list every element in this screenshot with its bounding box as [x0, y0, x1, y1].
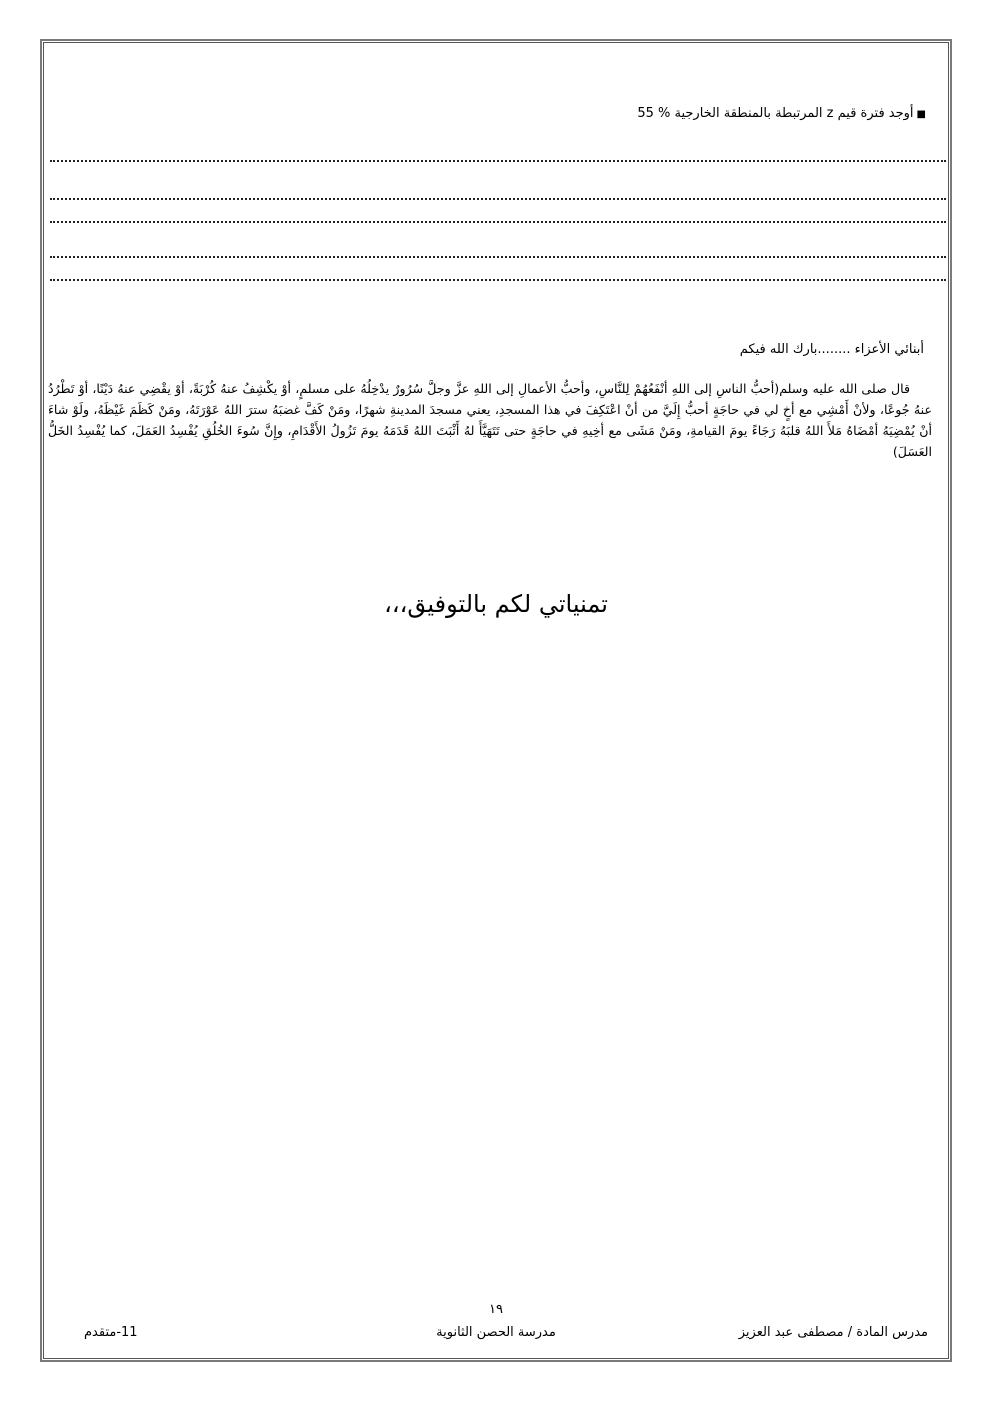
answer-line-3	[50, 221, 946, 223]
footer-teacher: مدرس المادة / مصطفى عبد العزيز	[738, 1325, 928, 1340]
bullet-icon: ■	[916, 109, 926, 120]
greeting: أبنائي الأعزاء ........بارك الله فيكم	[739, 342, 924, 357]
question	[637, 106, 926, 121]
footer-school: مدرسة الحصن الثانوية	[436, 1325, 556, 1340]
footer-grade: 11-متقدم	[84, 1325, 138, 1340]
answer-line-5	[50, 279, 946, 281]
question-text: أوجد فترة قيم z المرتبطة بالمنطقة الخارجية % 55	[637, 106, 914, 121]
answer-line-4	[50, 256, 946, 258]
hadith-paragraph: قال صلى الله عليه وسلم(أحبُّ الناسِ إلى اللهِ أنْفَعُهُمْ لِلنَّاسِ، وأحبُّ الأعمالِ إلى اللهِ عزَّ وجلَّ سُرُورٌ يدْخِلُهُ على مسلمٍ، أوْ يكْشِفُ عنهُ كُرْبَةً، أوْ يقْضِي عنهُ دَيْنًا، أوْ تَطْرُدُ عنهُ جُوعًا، ولأنْ أَمْشِي مع أخٍ لي في حاجَةٍ أحبُّ إِلَيَّ من أنْ اعْتَكِفَ في هذا المسجدِ، يعني مسجدَ المدينةِ شهرًا، ومَنْ كَفَّ غضبَهُ سترَ اللهُ عَوْرَتَهُ، ومَنْ كَظَمَ غَيْظَهُ، ولَوْ شاءَ أنْ يُمْضِيَهُ أمْضَاهُ مَلأَ اللهُ قلبَهُ رَجَاءً يومَ القيامةِ، ومَنْ مَشَى مع أخِيهِ في حاجَةٍ حتى تَتَهَيَّأَ لهُ أَثْبَتَ اللهُ قَدَمَهُ يومَ تَزُولُ الأَقْدَامِ، وإِنَّ سُوءَ الخُلُقِ يُفْسِدُ العَمَلَ، كما يُفْسِدُ الخَلُّ العَسَلَ)	[48, 381, 932, 459]
answer-line-2	[50, 198, 946, 200]
page-border-inner	[43, 42, 949, 1359]
answer-line-1	[50, 160, 946, 162]
wishes-heading: تمنياتي لكم بالتوفيق،،،	[384, 590, 608, 618]
page-number: ١٩	[489, 1302, 503, 1317]
